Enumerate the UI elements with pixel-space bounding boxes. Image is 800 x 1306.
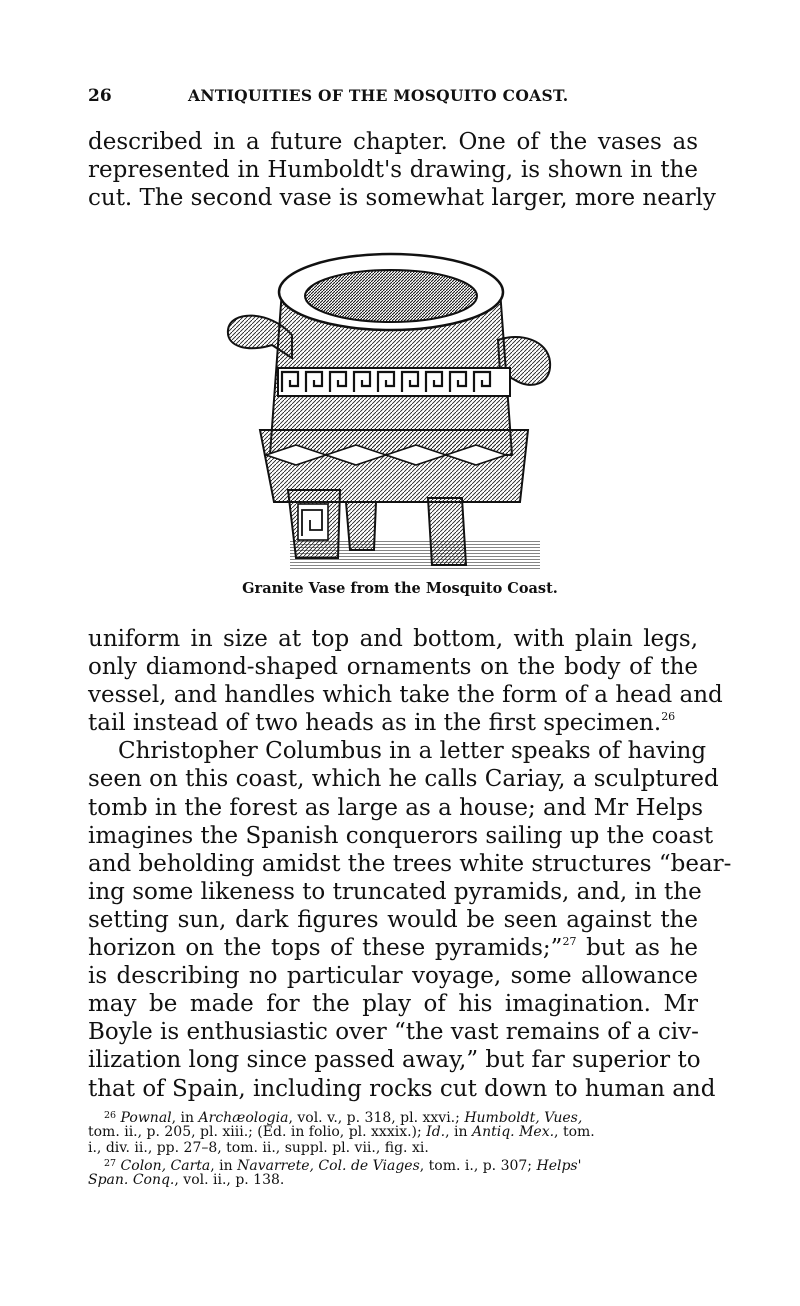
note-author: Helps' xyxy=(536,1158,582,1174)
text-line: vessel, and handles which take the form of a head and xyxy=(88,682,723,709)
note-author: Pownal xyxy=(120,1110,172,1126)
body-text-bottom xyxy=(88,625,732,1103)
note-text: , tom. i., p. 307; xyxy=(419,1158,537,1174)
note-title: Humboldt, Vues, xyxy=(464,1110,583,1126)
text-line: and beholding amidst the trees white structures “bear- xyxy=(88,850,732,877)
note-title: Navarrete, Col. de Viages xyxy=(237,1158,420,1174)
footnote-ref-26: 26 xyxy=(661,710,676,724)
text-line: imagines the Spanish conquerors sailing up the coast xyxy=(88,822,714,849)
text-line: represented in Humboldt's drawing, is shown in the xyxy=(88,157,698,184)
footnote-26 xyxy=(88,1108,698,1124)
note-text: , in xyxy=(171,1110,199,1126)
running-head xyxy=(88,86,698,112)
text-segment: horizon on the tops of these pyramids;” xyxy=(88,935,563,962)
note-title: Archæologia xyxy=(198,1110,289,1126)
note-text: tom. ii., p. 205, pl. xiii.; (Ed. in folio, pl. xxxix.); xyxy=(88,1124,427,1140)
text-line: that of Spain, including rocks cut down to human and xyxy=(88,1075,716,1102)
note-text: , vol. ii., p. 138. xyxy=(174,1172,285,1188)
note-text: , in xyxy=(210,1158,238,1174)
granite-vase-illustration xyxy=(200,240,590,580)
note-title: Colon, Carta xyxy=(120,1158,211,1174)
text-line: only diamond-shaped ornaments on the body of the xyxy=(88,654,698,681)
text-line: ilization long since passed away,” but far superior to xyxy=(88,1047,701,1074)
page-number: 26 xyxy=(88,86,112,106)
text-line: may be made for the play of his imagination. Mr xyxy=(88,991,698,1018)
running-title: ANTIQUITIES OF THE MOSQUITO COAST. xyxy=(188,86,569,105)
text-line: cut. The second vase is somewhat larger, more nearly xyxy=(88,185,716,212)
text-line xyxy=(88,934,698,962)
text-line xyxy=(88,709,698,737)
footnote-26-cont xyxy=(88,1124,698,1140)
body-text-top xyxy=(88,128,716,212)
footnote-27 xyxy=(88,1156,698,1172)
text-line: Boyle is enthusiastic over “the vast remains of a civ- xyxy=(88,1019,699,1046)
footnotes xyxy=(88,1108,698,1188)
note-text: , tom. xyxy=(554,1124,595,1140)
text-line: uniform in size at top and bottom, with plain legs, xyxy=(88,626,698,652)
note-text: , vol. v., p. 318, pl. xxvi.; xyxy=(288,1110,465,1126)
note-title: Id. xyxy=(426,1124,446,1140)
note-text: , in xyxy=(445,1124,472,1140)
text-line: described in a future chapter. One of the vases as xyxy=(88,129,698,155)
footnote-number: 27 xyxy=(104,1158,117,1169)
text-line: setting sun, dark figures would be seen against the xyxy=(88,906,698,933)
note-title: Antiq. Mex. xyxy=(471,1124,555,1140)
text-line: is describing no particular voyage, some allowance xyxy=(88,963,698,990)
text-line: tomb in the forest as large as a house; and Mr Helps xyxy=(88,794,704,821)
text-line: Christopher Columbus in a letter speaks of having xyxy=(118,738,707,765)
footnote-ref-27: 27 xyxy=(562,935,577,949)
figure-caption: Granite Vase from the Mosquito Coast. xyxy=(242,580,558,597)
text-segment: but as he xyxy=(586,935,698,962)
note-title: Span. Conq. xyxy=(88,1172,175,1188)
footnote-26-cont: i., div. ii., pp. 27–8, tom. ii., suppl. pl. vii., fig. xi. xyxy=(88,1140,429,1156)
text-line: seen on this coast, which he calls Cariay, a sculptured xyxy=(88,766,719,793)
text-line: ing some likeness to truncated pyramids, and, in the xyxy=(88,878,702,905)
text-segment: tail instead of two heads as in the first specimen. xyxy=(88,710,662,737)
footnote-number: 26 xyxy=(104,1110,117,1121)
footnote-27-cont xyxy=(88,1172,698,1188)
